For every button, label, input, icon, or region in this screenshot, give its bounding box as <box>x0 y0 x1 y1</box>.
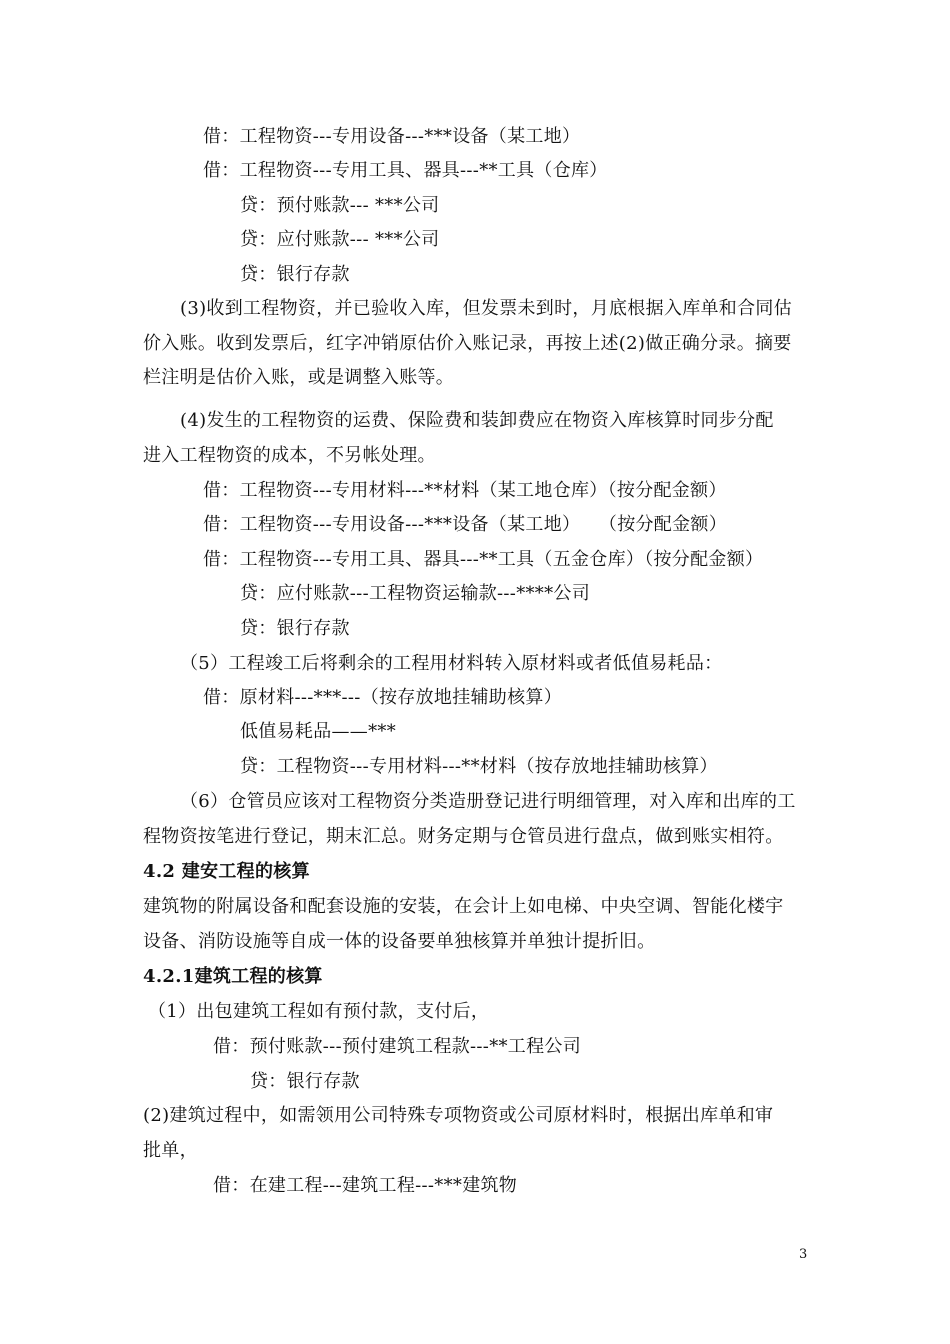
item-2-line-1: (2)建筑过程中，如需领用公司特殊专项物资或公司原材料时，根据出库单和审 <box>143 1105 774 1126</box>
paragraph-4-2-line-2: 设备、消防设施等自成一体的设备要单独核算并单独计提折旧。 <box>143 931 656 952</box>
entry-debit-prepaid-construction: 借：预付账款---预付建筑工程款---**工程公司 <box>213 1036 581 1057</box>
page-number: 3 <box>799 1247 808 1262</box>
entry-debit-tools: 借：工程物资---专用工具、器具---**工具（仓库） <box>203 160 608 181</box>
entry-credit-bank-2: 贷：银行存款 <box>240 618 350 639</box>
heading-4-2-1: 4.2.1建筑工程的核算 <box>143 966 323 987</box>
paragraph-3-line-3: 栏注明是估价入账，或是调整入账等。 <box>143 367 455 388</box>
entry-credit-transport: 贷：应付账款---工程物资运输款---****公司 <box>240 583 590 604</box>
paragraph-5: （5）工程竣工后将剩余的工程用材料转入原材料或者低值易耗品： <box>180 653 723 674</box>
heading-4-2: 4.2 建安工程的核算 <box>143 861 310 882</box>
paragraph-3-line-2: 价入账。收到发票后，红字冲销原估价入账记录，再按上述(2)做正确分录。摘要 <box>143 333 792 354</box>
paragraph-4-line-2: 进入工程物资的成本，不另帐处理。 <box>143 445 436 466</box>
entry-credit-bank: 贷：银行存款 <box>240 264 350 285</box>
entry-debit-materials-alloc: 借：工程物资---专用材料---**材料（某工地仓库）（按分配金额） <box>203 480 727 501</box>
entry-credit-payable: 贷：应付账款--- ***公司 <box>240 229 440 250</box>
entry-low-value-consumables: 低值易耗品——*** <box>240 721 396 742</box>
paragraph-4-line-1: (4)发生的工程物资的运费、保险费和装卸费应在物资入库核算时同步分配 <box>180 410 774 431</box>
paragraph-4-2-line-1: 建筑物的附属设备和配套设施的安装，在会计上如电梯、中央空调、智能化楼宇 <box>143 896 784 917</box>
entry-credit-materials: 贷：工程物资---专用材料---**材料（按存放地挂辅助核算） <box>240 756 718 777</box>
item-1: （1）出包建筑工程如有预付款，支付后， <box>148 1001 490 1022</box>
entry-credit-bank-3: 贷：银行存款 <box>250 1071 360 1092</box>
paragraph-6-line-1: （6）仓管员应该对工程物资分类造册登记进行明细管理，对入库和出库的工 <box>180 791 796 812</box>
entry-debit-raw-materials: 借：原材料---***---（按存放地挂辅助核算） <box>203 687 562 708</box>
item-2-line-2: 批单， <box>143 1140 198 1161</box>
entry-credit-prepaid: 贷：预付账款--- ***公司 <box>240 195 440 216</box>
entry-debit-tools-alloc: 借：工程物资---专用工具、器具---**工具（五金仓库）（按分配金额） <box>203 549 764 570</box>
paragraph-3-line-1: (3)收到工程物资，并已验收入库，但发票未到时，月底根据入库单和合同估 <box>180 298 792 319</box>
paragraph-6-line-2: 程物资按笔进行登记，期末汇总。财务定期与仓管员进行盘点，做到账实相符。 <box>143 826 784 847</box>
entry-debit-construction-in-progress: 借：在建工程---建筑工程---***建筑物 <box>213 1175 518 1196</box>
entry-debit-equipment: 借：工程物资---专用设备---***设备（某工地） <box>203 126 581 147</box>
entry-debit-equipment-alloc: 借：工程物资---专用设备---***设备（某工地） （按分配金额） <box>203 514 727 535</box>
